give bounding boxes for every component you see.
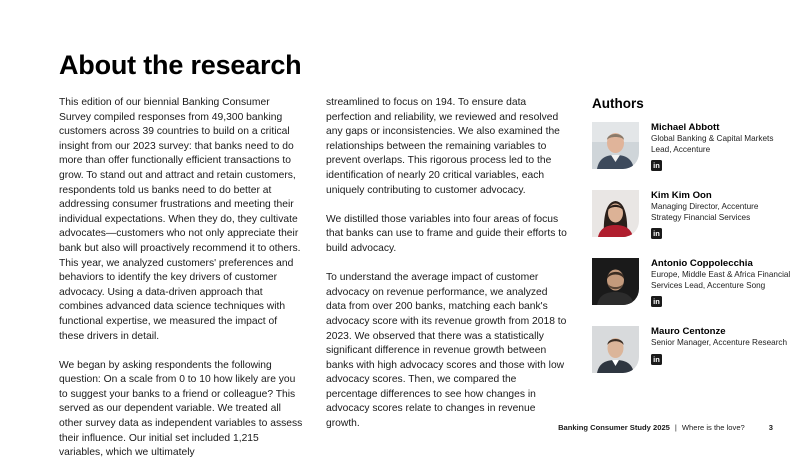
footer-subtitle: Where is the love? [681,423,745,432]
paragraph: To understand the average impact of customer advocacy on revenue performance, we analyzed data from over 200 banks, matching each bank's advocacy score with its revenue growth from 2018 to 2023. We observed that there was a statistically significant difference in revenue growth between banks with high advocacy scores and those with low advocacy scores. Then, we compared the percentage differences to see how changes in advocacy scores relate to changes in revenue growth. [326,272,567,430]
page-footer [558,423,773,432]
author-role: Senior Manager, Accenture Research [651,338,788,347]
author-name: Antonio Coppolecchia [651,258,753,269]
author-photo [592,326,639,373]
author-name: Mauro Centonze [651,326,726,337]
body-column-2 [326,96,569,446]
body-column-1 [59,96,304,475]
paragraph: streamlined to focus on 194. To ensure data perfection and reliability, we reviewed and resolved any gaps or inconsistencies. We also examined the relationships between the remaining variables to prevent overlaps. This rigorous process led to the identification of nearly 20 critical variables, each uniquely contributing to customer advocacy. [326,97,560,196]
author-photo [592,258,639,305]
page-title: About the research [59,50,302,80]
author-role: Europe, Middle East & Africa Financial Services Lead, Accenture Song [651,270,791,290]
footer-study-title: Banking Consumer Study 2025 [558,423,670,432]
paragraph: This edition of our biennial Banking Consumer Survey compiled responses from 49,300 banking customers across 39 countries to build on a critical insight from our 2023 survey: that banks need to do more than offer functionally efficient transactions to grow. To stand out and attract and retain customers, respondents told us banks need to do better at addressing consumer frustrations and meeting their individual expectations. When they do, they cultivate advocates—customers who not only appreciate their bank but also will proactively recommend it to others. This year, we analyzed customers' preferences and behaviors to identify the key drivers of customer advocacy. Using a data-driven approach that combines advanced data science techniques with functional expertise, we measured the impact of these drivers in detail. [59,97,301,342]
paragraph: We distilled those variables into four areas of focus that banks can use to frame and guide their efforts to build advocacy. [326,213,567,254]
author-photo [592,122,639,169]
author-photo [592,190,639,237]
authors-heading: Authors [592,96,644,111]
linkedin-icon[interactable]: in [651,296,662,307]
linkedin-icon[interactable]: in [651,354,662,365]
author-name: Kim Kim Oon [651,190,712,201]
linkedin-icon[interactable]: in [651,160,662,171]
page-number: 3 [768,423,773,432]
author-card-mauro-centonze [592,326,792,406]
author-role: Global Banking & Capital Markets Lead, Accenture [651,134,774,154]
author-role: Managing Director, Accenture Strategy Financial Services [651,202,759,222]
footer-separator: | [674,423,677,432]
linkedin-icon[interactable]: in [651,228,662,239]
author-name: Michael Abbott [651,122,720,133]
paragraph: We began by asking respondents the following question: On a scale from 0 to 10 how likely are you to suggest your banks to a friend or colleague? This served as our dependent variable. We treated all other survey data as independent variables to assess their influence. Our initial set included 1,215 variables, which we ultimately [59,359,303,459]
